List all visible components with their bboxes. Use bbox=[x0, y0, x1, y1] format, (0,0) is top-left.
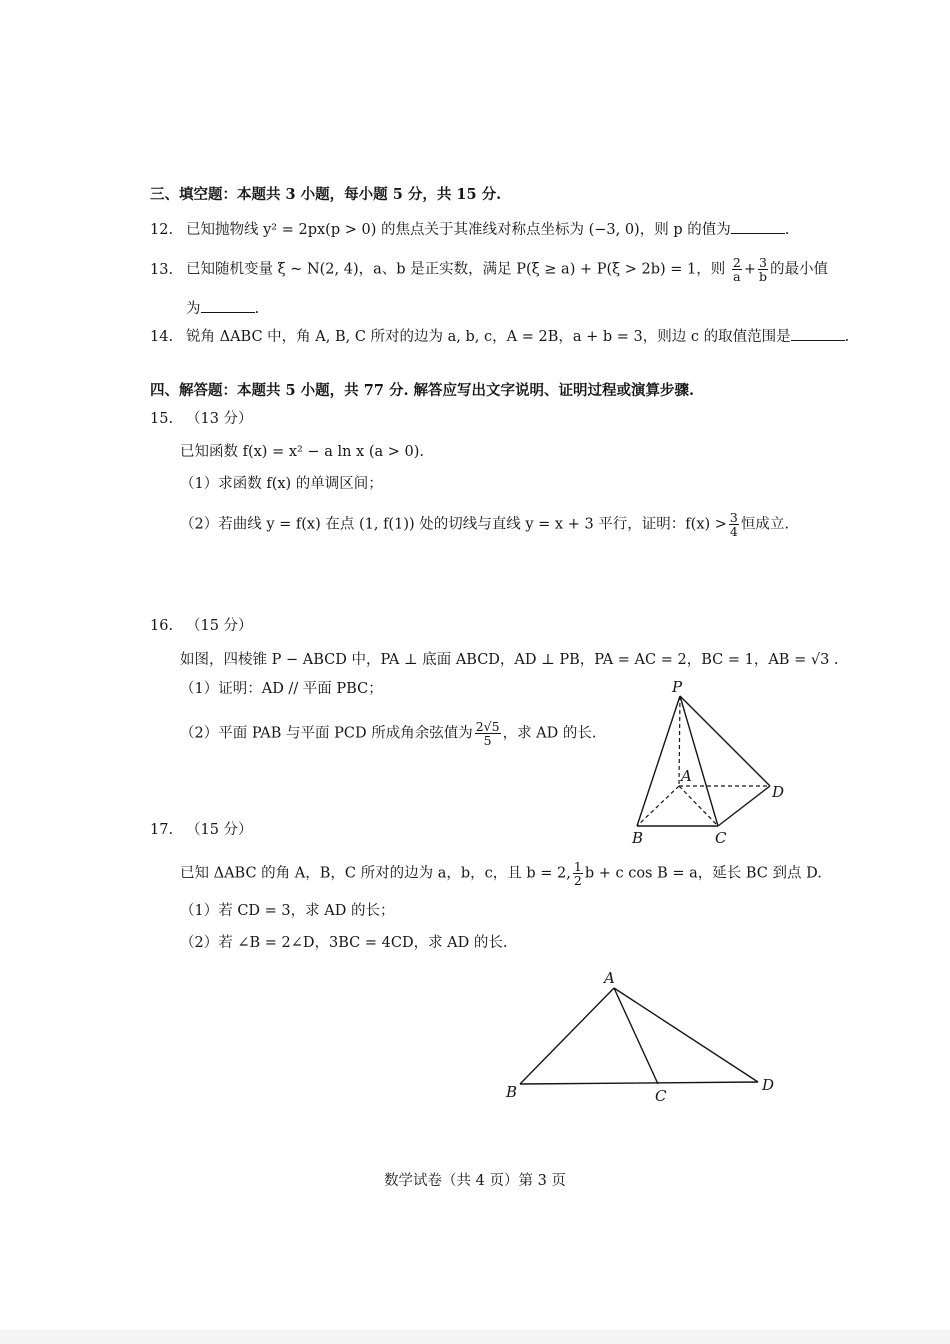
denominator: a bbox=[733, 269, 741, 284]
question-13-continued bbox=[186, 298, 259, 319]
question-17-stem bbox=[180, 860, 822, 892]
fraction-3-over-b bbox=[758, 256, 768, 283]
numerator: 1 bbox=[573, 859, 582, 874]
fraction-1-over-2 bbox=[573, 860, 583, 887]
question-text-tail: ，求 AD 的长. bbox=[502, 725, 597, 742]
question-15-part-2 bbox=[180, 511, 789, 543]
question-number: 12. bbox=[150, 222, 174, 238]
question-17-part-1: （1）若 CD = 3，求 AD 的长； bbox=[180, 903, 395, 919]
question-text-tail: b + c cos B = a，延长 BC 到点 D. bbox=[584, 865, 822, 882]
question-text-tail: 的最小值 bbox=[769, 261, 828, 278]
page-footer: 数学试卷（共 4 页）第 3 页 bbox=[384, 1173, 566, 1189]
fraction-3-over-4 bbox=[729, 511, 739, 538]
question-score: （15 分） bbox=[186, 822, 253, 838]
pyramid-figure bbox=[620, 676, 800, 848]
question-text: 锐角 ΔABC 中，角 A, B, C 所对的边为 a, b, c，A = 2B，a + b = 3，则边 c 的取值范围是 bbox=[186, 329, 791, 345]
punctuation: . bbox=[844, 329, 850, 345]
triangle-figure bbox=[500, 966, 790, 1108]
section-4-heading: 四、解答题：本题共 5 小题，共 77 分. 解答应写出文字说明、证明过程或演算步骤. bbox=[150, 382, 695, 399]
segment-AB bbox=[520, 988, 614, 1084]
question-text-tail: 恒成立. bbox=[740, 516, 789, 533]
answer-blank bbox=[731, 219, 785, 234]
question-text: 已知随机变量 ξ ~ N(2, 4)，a、b 是正实数，满足 P(ξ ≥ a) + P(ξ > 2b) = 1，则 bbox=[186, 261, 726, 278]
edge-PA bbox=[679, 696, 680, 786]
question-number: 15. bbox=[150, 411, 174, 427]
question-15-part-1: （1）求函数 f(x) 的单调区间； bbox=[180, 476, 383, 492]
question-text: 已知抛物线 y² = 2px(p > 0) 的焦点关于其准线对称点坐标为 (−3, 0)，则 p 的值为 bbox=[186, 222, 731, 238]
segment-BD bbox=[520, 1082, 758, 1084]
fraction-2-over-a bbox=[732, 256, 742, 283]
question-13 bbox=[150, 256, 828, 288]
label-C: C bbox=[715, 829, 727, 847]
label-C: C bbox=[655, 1087, 667, 1105]
question-17-part-2: （2）若 ∠B = 2∠D，3BC = 4CD，求 AD 的长. bbox=[180, 935, 508, 951]
label-D: D bbox=[772, 783, 785, 801]
label-B: B bbox=[506, 1083, 518, 1101]
section-3-heading: 三、填空题：本题共 3 小题，每小题 5 分，共 15 分. bbox=[150, 186, 502, 203]
numerator: 2 bbox=[732, 255, 741, 270]
numerator: 2√5 bbox=[475, 719, 500, 734]
label-P: P bbox=[672, 678, 683, 696]
question-17-header bbox=[150, 820, 253, 840]
label-D: D bbox=[762, 1076, 775, 1094]
question-16-stem: 如图，四棱锥 P − ABCD 中，PA ⊥ 底面 ABCD，AD ⊥ PB，PA = AC = 2，BC = 1，AB = √3 . bbox=[180, 652, 839, 668]
denominator: b bbox=[758, 269, 767, 284]
answer-blank bbox=[791, 326, 845, 341]
label-A: A bbox=[681, 767, 692, 785]
label-B: B bbox=[632, 829, 644, 847]
answer-blank bbox=[201, 298, 255, 313]
fraction-2root5-over-5 bbox=[475, 720, 501, 747]
numerator: 3 bbox=[759, 255, 767, 270]
question-16-part-1: （1）证明：AD // 平面 PBC； bbox=[180, 681, 383, 697]
question-score: （15 分） bbox=[186, 618, 253, 634]
question-text: 为 bbox=[186, 301, 201, 317]
edge-PB bbox=[637, 696, 680, 826]
question-number: 14. bbox=[150, 329, 174, 345]
numerator: 3 bbox=[729, 510, 738, 525]
label-A: A bbox=[604, 969, 615, 987]
question-number: 13. bbox=[150, 261, 174, 278]
question-16-header bbox=[150, 616, 253, 636]
denominator: 5 bbox=[483, 733, 492, 748]
question-15-header bbox=[150, 409, 253, 429]
question-16-part-2 bbox=[180, 720, 597, 752]
punctuation: . bbox=[254, 301, 260, 317]
question-text: （2）平面 PAB 与平面 PCD 所成角余弦值为 bbox=[180, 725, 473, 742]
question-12 bbox=[150, 219, 789, 240]
question-text: 已知 ΔABC 的角 A，B，C 所对的边为 a，b，c，且 b = 2, bbox=[180, 865, 571, 882]
edge-CD bbox=[718, 786, 770, 826]
question-number: 16. bbox=[150, 618, 174, 634]
question-15-stem: 已知函数 f(x) = x² − a ln x (a > 0). bbox=[180, 444, 424, 460]
question-14 bbox=[150, 326, 849, 347]
plus-sign: + bbox=[743, 261, 756, 278]
denominator: 4 bbox=[729, 524, 738, 539]
question-text: （2）若曲线 y = f(x) 在点 (1, f(1)) 处的切线与直线 y = x + 3 平行，证明：f(x) > bbox=[180, 516, 727, 533]
denominator: 2 bbox=[573, 873, 582, 888]
scan-edge bbox=[0, 1330, 950, 1344]
question-score: （13 分） bbox=[186, 411, 253, 427]
punctuation: . bbox=[784, 222, 790, 238]
question-number: 17. bbox=[150, 822, 174, 838]
